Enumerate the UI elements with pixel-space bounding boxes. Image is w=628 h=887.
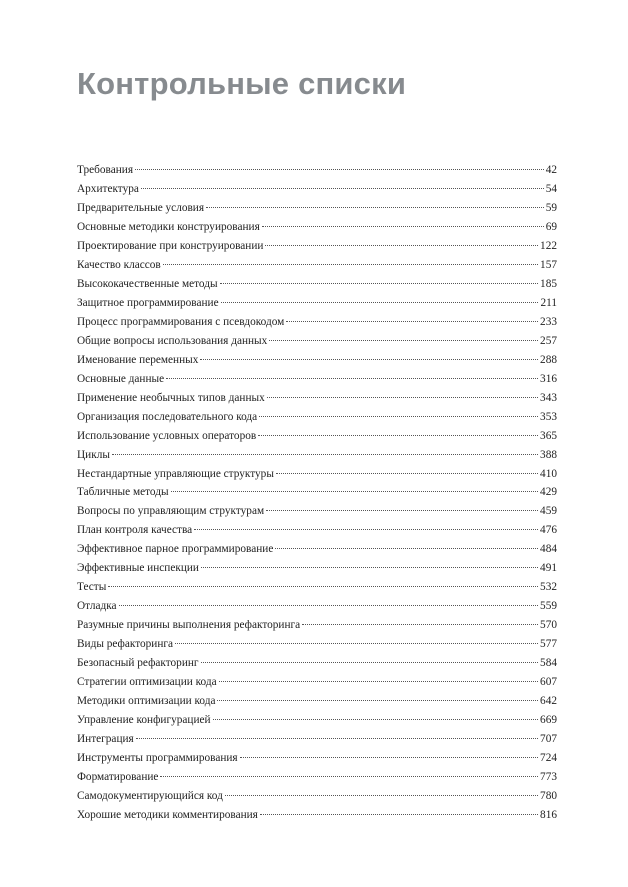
entry-page-number: 211 [540,296,557,309]
entry-label: Качество классов [77,258,161,271]
entry-label: Управление конфигурацией [77,714,211,727]
index-entry [77,657,557,676]
entry-label: Высококачественные методы [77,277,218,290]
dot-leader [240,757,538,758]
entry-label: Основные данные [77,372,165,385]
entry-page-number: 42 [545,164,557,176]
entry-page-number: 816 [540,808,557,821]
entry-label: Разумные причины выполнения рефакторинга [77,619,301,632]
entry-label: Использование условных операторов [77,429,257,442]
entry-label: Организация последовательного кода [77,410,258,423]
entry-page-number: 257 [540,334,557,347]
entry-label: Форматирование [77,771,159,783]
dot-leader [269,340,538,341]
dot-leader [225,795,538,796]
index-entry [77,695,557,714]
dot-leader [275,548,538,549]
entry-page-number: 607 [540,676,557,689]
entry-page-number: 491 [540,562,557,575]
entry-label: Методики оптимизации кода [77,695,216,708]
entry-label: Циклы [77,448,110,461]
checklist-index [77,164,557,828]
dot-leader [201,662,539,663]
entry-label: Требования [77,164,134,176]
entry-page-number: 559 [540,600,557,613]
index-entry [77,505,557,524]
entry-label: Защитное программирование [77,296,219,309]
index-entry [77,411,557,430]
entry-label: План контроля качества [77,524,193,537]
entry-label: Архитектура [77,182,139,195]
entry-label: Отладка [77,600,117,613]
dot-leader [175,643,538,644]
entry-label: Именование переменных [77,353,199,366]
entry-page-number: 69 [545,220,557,233]
entry-page-number: 343 [540,391,557,404]
dot-leader [163,264,538,265]
entry-page-number: 669 [540,714,557,727]
entry-label: Стратегии оптимизации кода [77,676,217,689]
page-title: Контрольные списки [77,66,407,101]
entry-page-number: 316 [540,372,557,385]
entry-page-number: 532 [540,581,557,594]
entry-label: Инструменты программирования [77,752,238,765]
index-entry [77,714,557,733]
entry-label: Вопросы по управляющим структурам [77,505,265,518]
index-entry [77,430,557,449]
entry-page-number: 570 [540,619,557,632]
index-entry [77,240,557,259]
entry-page-number: 459 [540,505,557,518]
index-entry [77,316,557,335]
index-entry [77,562,557,581]
entry-page-number: 707 [540,733,557,746]
entry-page-number: 484 [540,543,557,556]
dot-leader [141,188,544,189]
dot-leader [286,321,538,322]
entry-label: Применение необычных типов данных [77,391,265,404]
entry-page-number: 429 [540,486,557,499]
index-entry [77,809,557,828]
dot-leader [302,624,538,625]
index-entry [77,202,557,221]
index-entry [77,392,557,411]
index-entry [77,373,557,392]
entry-label: Проектирование при конструировании [77,239,264,252]
entry-label: Нестандартные управляющие структуры [77,467,274,480]
entry-page-number: 773 [540,771,557,783]
index-entry [77,543,557,562]
entry-label: Интеграция [77,733,134,746]
entry-page-number: 185 [540,277,557,290]
entry-page-number: 724 [540,752,557,765]
entry-page-number: 476 [540,524,557,537]
entry-label: Основные методики конструирования [77,220,260,233]
dot-leader [166,378,538,379]
index-entry [77,278,557,297]
dot-leader [194,529,538,530]
entry-label: Хорошие методики комментирования [77,808,258,821]
entry-label: Предварительные условия [77,201,205,214]
entry-label: Самодокументирующийся код [77,789,223,802]
index-entry [77,297,557,316]
entry-label: Виды рефакторинга [77,638,174,651]
dot-leader [219,681,538,682]
entry-label: Табличные методы [77,486,169,499]
dot-leader [213,719,538,720]
dot-leader [119,605,539,606]
dot-leader [112,454,538,455]
index-entry [77,752,557,771]
index-entry [77,524,557,543]
dot-leader [267,397,538,398]
entry-label: Процесс программирования с псевдокодом [77,315,285,328]
entry-page-number: 780 [540,789,557,802]
entry-label: Общие вопросы использования данных [77,334,268,347]
entry-page-number: 410 [540,467,557,480]
index-entry [77,221,557,240]
index-entry [77,164,557,183]
index-entry [77,259,557,278]
index-entry [77,771,557,790]
dot-leader [258,435,538,436]
index-entry [77,468,557,487]
entry-page-number: 157 [540,258,557,271]
dot-leader [262,226,544,227]
entry-label: Безопасный рефакторинг [77,657,199,670]
dot-leader [108,586,538,587]
entry-page-number: 54 [545,182,557,195]
dot-leader [259,416,538,417]
entry-label: Эффективные инспекции [77,562,199,575]
index-entry [77,638,557,657]
entry-page-number: 365 [540,429,557,442]
index-entry [77,676,557,695]
index-entry [77,354,557,373]
dot-leader [135,169,544,170]
index-entry [77,449,557,468]
dot-leader [206,207,544,208]
dot-leader [221,302,539,303]
dot-leader [217,700,538,701]
dot-leader [160,776,538,777]
entry-page-number: 642 [540,695,557,708]
index-entry [77,183,557,202]
dot-leader [136,738,538,739]
entry-page-number: 353 [540,410,557,423]
dot-leader [260,814,538,815]
dot-leader [200,359,538,360]
index-entry [77,619,557,638]
dot-leader [201,567,538,568]
entry-label: Тесты [77,581,107,594]
dot-leader [276,473,538,474]
index-entry [77,790,557,809]
dot-leader [265,245,538,246]
entry-page-number: 577 [540,638,557,651]
index-entry [77,486,557,505]
index-entry [77,733,557,752]
entry-page-number: 122 [540,239,557,252]
entry-label: Эффективное парное программирование [77,543,274,556]
dot-leader [220,283,538,284]
index-entry [77,335,557,354]
dot-leader [266,510,538,511]
entry-page-number: 59 [545,201,557,214]
entry-page-number: 388 [540,448,557,461]
index-entry [77,600,557,619]
index-entry [77,581,557,600]
entry-page-number: 288 [540,353,557,366]
entry-page-number: 233 [540,315,557,328]
entry-page-number: 584 [540,657,557,670]
dot-leader [171,491,538,492]
